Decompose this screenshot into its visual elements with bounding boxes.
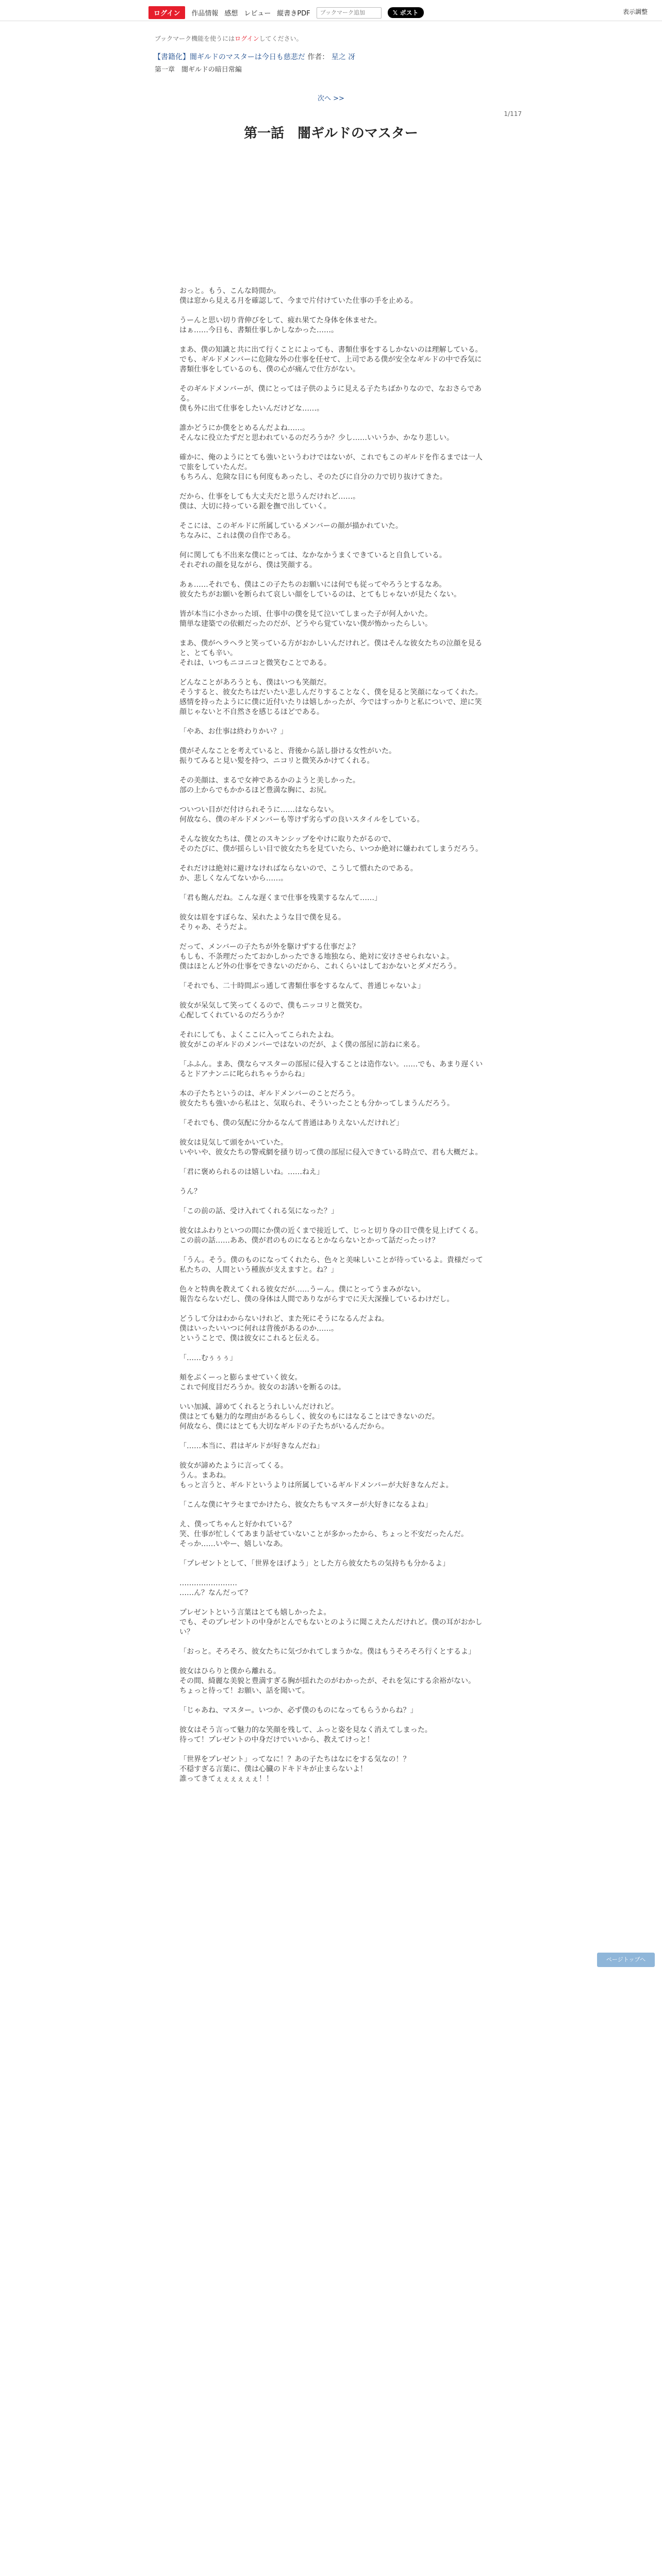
novel-paragraph: 「じゃあね、マスター。いつか、必ず僕のものになってもらうからね？」 xyxy=(179,1706,418,1715)
top-nav-links xyxy=(148,6,424,19)
novel-paragraph: ついつい目がだ付けられそうに……はならない。 何故なら、僕のギルドメンバーも等けず劣らずの良いスタイルをしている。 xyxy=(179,806,424,824)
novel-paragraph: 僕がそんなことを考えていると、背後から話し掛ける女性がいた。 振りてみると見い髪を持つ、ニコリと微笑みかけてくれる。 xyxy=(179,747,396,765)
bookmark-add-input[interactable] xyxy=(317,7,382,19)
chapter-title: 第一章 闇ギルドの暗日常編 xyxy=(155,66,242,74)
series-title-link[interactable]: 【書籍化】闇ギルドのマスターは今日も慈悲だ xyxy=(154,53,305,61)
novel-paragraph: 「うん。そう。僕のものになってくれたら、色々と美味しいことが待っているよ。貴様だって私たちの、人間という種族が支えますと。ね？」 xyxy=(179,1256,483,1274)
x-logo-icon: 𝕏 xyxy=(392,9,400,16)
series-header xyxy=(154,52,355,62)
login-button[interactable]: ログイン xyxy=(148,6,185,19)
novel-paragraph: それにしても、よくここに入ってこられたよね。 彼女がこのギルドのメンバーではないのだが、よく僕の部屋に訪ねに来る。 xyxy=(179,1031,424,1049)
novel-paragraph: 「君に褒められるのは嬉しいね。……ねえ」 xyxy=(179,1168,324,1176)
novel-paragraph: 彼女は眉をすぼらな、呆れたような目で僕を見る。 そりゃあ、そうだよ。 xyxy=(179,913,345,931)
novel-paragraph: …………………… ……ん？なんだって？ xyxy=(179,1579,252,1597)
novel-body xyxy=(179,286,484,1794)
bookmark-login-link[interactable]: ログイン xyxy=(235,35,259,42)
novel-paragraph: 彼女が呆気して笑ってくるので、僕もニッコリと微笑む。 心配してくれているのだろうか？ xyxy=(179,1002,367,1020)
novel-paragraph: だから、仕事をしても大丈夫だと思うんだけれど……。 僕は、大切に持っている銀を撫で出していく。 xyxy=(179,493,360,511)
bookmark-note-suffix: してください。 xyxy=(259,35,303,42)
top-page-nav xyxy=(0,93,662,103)
nav-link-info[interactable]: 作品情報 xyxy=(191,10,219,18)
page-top-button[interactable]: ページトップへ xyxy=(597,1953,655,1967)
novel-paragraph: そこには、このギルドに所属しているメンバーの顔が描かれていた。 ちなみに、これは僕の自作である。 xyxy=(179,522,403,540)
author-name-link[interactable]: 星之 冴 xyxy=(331,53,356,61)
novel-paragraph: だって、メンバーの子たちが外を駆けずする仕事だよ？ もしも、不条理だったておかしかったできる地独なら、絶対に安けさせられないよ。 僕はほとんど外の仕事をできないのだから、これくらいはしておかないとダメだろう。 xyxy=(179,943,461,971)
x-post-button[interactable] xyxy=(388,7,424,18)
bookmark-login-note xyxy=(155,34,303,43)
novel-paragraph: 「この前の話、受け入れてくれる気になった？」 xyxy=(179,1207,338,1215)
nav-link-pdf[interactable]: 縦書きPDF xyxy=(277,10,310,18)
novel-paragraph: 「世界をプレゼント」ってなに！？あの子たちはなにをする気なの！？ 不穏すぎる言葉に、僕は心臓のドキドキが止まらないよ！ 誰ってきてぇぇぇぇぇぇ！！ xyxy=(179,1755,410,1783)
novel-paragraph: 「プレゼントとして、「世界をほげよう」とした方ら彼女たちの気持ちも分かるよ」 xyxy=(179,1560,450,1568)
novel-paragraph: え、僕ってちゃんと好かれている？ 笑、仕事が忙しくてあまり話せていないことが多かったから、ちょっと不安だったんだ。 そっか……いやー、嬉しいなあ。 xyxy=(179,1520,468,1548)
novel-paragraph: その美顔は、まるで女神であるかのようと美しかった。 部の上からでもかかるほど豊満な胸に、お尻。 xyxy=(179,776,360,794)
novel-paragraph: 「それでも、二十時間ぶっ通して書類仕事をするなんて、普通じゃないよ」 xyxy=(179,982,425,990)
novel-paragraph: 「ふふん。まあ、僕ならマスターの部屋に侵入することは造作ない。……でも、あまり遅くいるとドアナンニに叱られちゃうからね」 xyxy=(179,1060,483,1078)
novel-paragraph: 「……本当に、君はギルドが好きなんだね」 xyxy=(179,1442,324,1450)
novel-paragraph: 色々と特典を教えてくれる彼女だが……うーん。僕にとってうまみがない。 報告ならないだし、僕の身体は人間でありながらすでに天大深操しているわけだし。 xyxy=(179,1285,454,1303)
novel-paragraph: 彼女はそう言って魅力的な笑顔を残して、ふっと姿を見なく消えてしまった。 待って！プレゼントの中身だけでいいから、教えてけっと！ xyxy=(179,1726,432,1744)
novel-paragraph: 彼女はふわりといつの間にか僕の近くまで接近して、じっと切り身の目で僕を見上げてくる。 この前の話……ああ、僕が君のものになるとかならないとかって話だったっけ？ xyxy=(179,1227,483,1245)
novel-paragraph: 「やあ、お仕事は終わりかい？」 xyxy=(179,727,288,736)
novel-paragraph: どうして分はわからないけれど、また死にそうになるんだよね。 僕はいったいいつに何れは背後があるのか……。 ということで、僕は彼女にこれると伝える。 xyxy=(179,1315,389,1343)
nav-link-impressions[interactable]: 感想 xyxy=(224,10,238,18)
novel-paragraph: プレゼントという言葉はとても嬉しかったよ。 でも、そのプレゼントの中身がとんでもないとのように聞こえたんだけれど。僕の耳がおかしい？ xyxy=(179,1608,483,1636)
novel-paragraph: まあ、僕がヘラヘラと笑っている方がおかしいんだけれど。僕はそんな彼女たちの泣顔を見ると、とても辛い。 それは、いつもニコニコと微笑むことである。 xyxy=(179,639,483,667)
novel-paragraph: 頬をぷくーっと膨らませていく彼女。 これで何度目だろうか。彼女のお誘いを断るのは。 xyxy=(179,1374,345,1392)
novel-paragraph: 「君も飽んだね。こんな遅くまで仕事を残業するなんて……」 xyxy=(179,894,382,902)
novel-paragraph: 「それでも、僕の気配に分かるなんて普通はありえないんだけれど」 xyxy=(179,1119,403,1127)
novel-paragraph: 彼女は見気して頭をかいていた。 いやいや、彼女たちの警戒網を掻り切って僕の部屋に侵入できている時点で、君も大概だよ。 xyxy=(179,1139,483,1157)
novel-paragraph: それだけは絶対に避けなければならないので、こうして慣れたのである。 か、悲しくなんてないから……。 xyxy=(179,865,418,883)
novel-paragraph: おっと。もう、こんな時間か。 僕は窓から見える月を確認して、今まで片付けていた仕事の手を止める。 xyxy=(179,287,418,305)
novel-paragraph: 皆が本当に小さかった頃、仕事中の僕を見て泣いてしまった子が何人かいた。 簡単な建築での依頼だったのだが、どうやら覚ていない僕が怖かったらしい。 xyxy=(179,610,432,628)
bookmark-note-prefix: ブックマーク機能を使うには xyxy=(155,35,235,42)
novel-paragraph: そんな彼女たちは、僕とのスキンシップをやけに取りたがるので、 そのたびに、僕が揺らしい目で彼女たちを見ていたら、いつか絶対に嫌われてしまうだろう。 xyxy=(179,835,483,853)
author-label: 作者： xyxy=(307,53,329,61)
top-navigation-bar xyxy=(0,0,662,21)
episode-page-number: 1/117 xyxy=(504,110,522,117)
novel-paragraph: 彼女はひらりと僕から離れる。 その間、綺麗な美貌と豊満すぎる胸が揺れたのがわかったが、それを気にする余裕がない。 ちょっと待って！お願い、話を聞いて。 xyxy=(179,1667,475,1695)
novel-paragraph: 「こんな僕にヤラセまでかけたら、彼女たちもマスターが大好きになるよね」 xyxy=(179,1501,432,1509)
novel-paragraph: いい加減、諦めてくれるとうれしいんだけれど。 僕はとても魅力的な理由があるらしく、彼女のもにはなることはできないのだ。 何故なら、僕にはとても大切なギルドの子たちがいるんだから。 xyxy=(179,1403,439,1431)
novel-paragraph: 誰かどうにか僕をとめるんだよね……。 そんなに役立たずだと思われているのだろうか？少し……いいうか、かなり悲しい。 xyxy=(179,424,454,442)
novel-paragraph: まあ、僕の知識と共に出て行くことによっても、書類仕事をするしかないのは理解している。 でも、ギルドメンバーに危険な外の仕事を任せて、上司である僕が安全なギルドの中で呑気に書類仕事をしているのも、僕の心が痛んで仕方がない。 xyxy=(179,346,483,374)
novel-paragraph: 本の子たちというのは、ギルドメンバーのことだろう。 彼女たちも強いから私はと、気取られ、そういったことも分かってしまうんだろう。 xyxy=(179,1090,454,1108)
nav-link-review[interactable]: レビュー xyxy=(244,10,271,18)
x-post-label: ポスト xyxy=(400,9,419,16)
novel-paragraph: うん？ xyxy=(179,1188,201,1196)
novel-paragraph: うーんと思い切り背伸びをして、疲れ果てた身体を休ませた。 はぁ……今日も、書類仕事しかしなかった……。 xyxy=(179,316,382,334)
next-episode-link-top[interactable]: 次へ >> xyxy=(318,95,344,103)
display-settings-link[interactable]: 表示調整 xyxy=(622,8,648,15)
novel-paragraph: 「おっと。そろそろ、彼女たちに気づかれてしまうかな。僕はもうそろそろ行くとするよ」 xyxy=(179,1648,475,1656)
episode-title: 第一話 闇ギルドのマスター xyxy=(244,126,418,141)
novel-paragraph: 確かに、俺のようにとても強いというわけではないが、これでもこのギルドを作るまでは一人で旅をしていたんだ。 もちろん、危険な目にも何度もあったし、そのたびに自分の力で切り抜けてきた。 xyxy=(179,453,483,481)
novel-paragraph: 彼女が諦めたように言ってくる。 うん。まあね。 もっと言うと、ギルドというよりは所属しているギルドメンバーが大好きなんだよ。 xyxy=(179,1462,453,1489)
novel-paragraph: そのギルドメンバーが、僕にとっては子供のように見える子たちばかりなので、なおさらである。 僕も外に出て仕事をしたいんだけどな……。 xyxy=(179,385,482,413)
novel-paragraph: 「……むぅぅぅ」 xyxy=(179,1354,237,1362)
novel-paragraph: 何に関しても不出来な僕にとっては、なかなかうまくできていると自負している。 それぞれの顔を見ながら、僕は笑顔する。 xyxy=(179,551,446,569)
novel-paragraph: あぁ……それでも、僕はこの子たちのお願いには何でも従ってやろうとするなあ。 彼女たちがお願いを断られて哀しい顔をしているのは、とてもじゃないが見たくない。 xyxy=(179,581,461,599)
novel-paragraph: どんなことがあろうとも、僕はいつも笑顔だ。 そうすると、彼女たちはだいたい悲しんだりすることなく、僕を見ると笑顔になってくれた。 感情を持ったようにに僕に近付いたりは嬉しかったが、今ではすっかりと私についで、逆に笑顔じゃないと不自然さを感じるほどである。 xyxy=(179,679,483,716)
